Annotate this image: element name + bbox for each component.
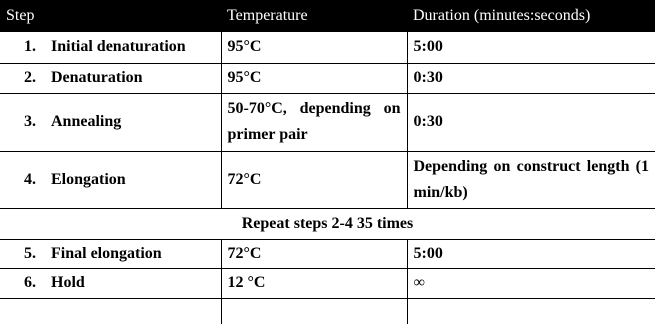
temperature-cell: 95°C bbox=[221, 63, 407, 93]
temperature-cell: 95°C bbox=[221, 32, 407, 63]
table-header-row bbox=[0, 0, 655, 32]
temperature-cell: 72°C bbox=[221, 239, 407, 268]
step-name: Elongation bbox=[51, 170, 126, 188]
table-row bbox=[0, 268, 655, 298]
step-cell bbox=[0, 268, 221, 298]
step-cell bbox=[0, 239, 221, 268]
step-name: Annealing bbox=[51, 113, 122, 130]
step-name: Final elongation bbox=[51, 244, 162, 262]
header-temperature: Temperature bbox=[227, 7, 308, 24]
duration-cell: 0:30 bbox=[407, 93, 655, 151]
step-number: 1. bbox=[24, 38, 36, 56]
duration-cell: 5:00 bbox=[407, 32, 655, 63]
duration-cell: 5:00 bbox=[407, 239, 655, 268]
step-cell bbox=[0, 93, 221, 151]
step-number: 6. bbox=[24, 274, 36, 291]
duration-cell: ∞ bbox=[407, 268, 655, 298]
table-row bbox=[0, 63, 655, 93]
duration-cell: Depending on construct length (1 min/kb) bbox=[407, 151, 655, 208]
temperature-cell: 12 °C bbox=[221, 268, 407, 298]
table-row bbox=[0, 239, 655, 268]
step-name: Hold bbox=[51, 274, 85, 291]
step-name: Denaturation bbox=[51, 69, 143, 86]
repeat-note: Repeat steps 2-4 35 times bbox=[0, 208, 655, 239]
table-row bbox=[0, 32, 655, 63]
header-step: Step bbox=[6, 7, 35, 24]
step-number: 2. bbox=[24, 69, 36, 86]
duration-cell bbox=[407, 298, 655, 324]
step-number: 3. bbox=[24, 113, 36, 130]
temperature-cell: 50-70°C, depending on primer pair bbox=[221, 93, 407, 151]
step-cell bbox=[0, 151, 221, 208]
duration-cell: 0:30 bbox=[407, 63, 655, 93]
repeat-note-row bbox=[0, 208, 655, 239]
step-cell bbox=[0, 298, 221, 324]
step-cell bbox=[0, 32, 221, 63]
table-row-empty bbox=[0, 298, 655, 324]
temperature-cell: 72°C bbox=[221, 151, 407, 208]
table-row bbox=[0, 93, 655, 151]
step-cell bbox=[0, 63, 221, 93]
step-name: Initial denaturation bbox=[51, 38, 186, 56]
table-row bbox=[0, 151, 655, 208]
step-number: 5. bbox=[24, 244, 36, 262]
temperature-cell bbox=[221, 298, 407, 324]
header-duration: Duration (minutes:seconds) bbox=[413, 7, 591, 24]
step-number: 4. bbox=[24, 170, 36, 188]
